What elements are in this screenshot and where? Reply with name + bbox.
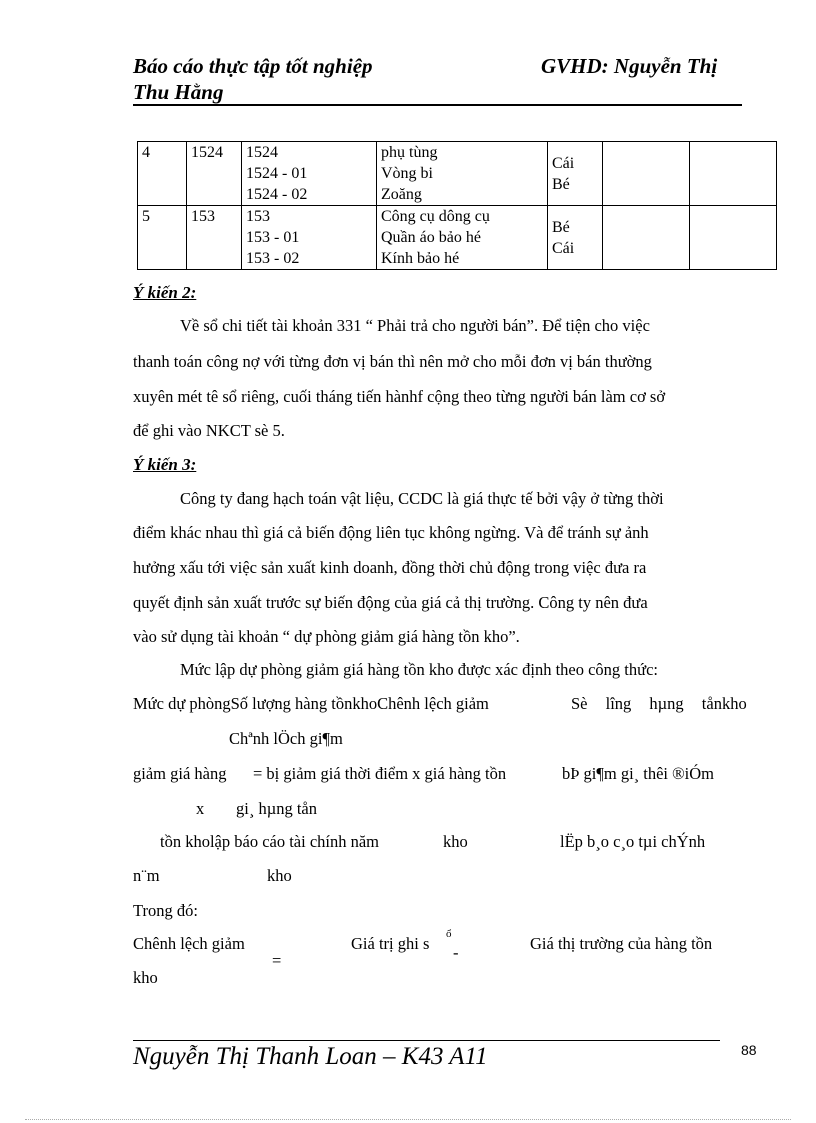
cell-empty-6 <box>603 206 690 270</box>
diff-book-value-sup: ổ <box>446 928 452 940</box>
cell-account: 1524 <box>187 142 242 206</box>
table-row <box>138 206 777 270</box>
diff-book-value: Giá trị ghi s <box>351 934 430 953</box>
cell-no: 5 <box>138 206 187 270</box>
item-name: Công cụ dông cụ <box>381 208 490 225</box>
formula-row-4-x: x <box>196 799 205 818</box>
formula-row-6-left: n¨m <box>133 866 160 885</box>
diff-minus: - <box>453 943 459 962</box>
opinion-2-line-4: để ghi vào NKCT sè 5. <box>133 421 285 440</box>
opinion-3-line-2: điểm khác nhau thì giá cả biến động liên tục không ngừng. Và để tránh sự ảnh <box>133 523 649 542</box>
table-row <box>138 142 777 206</box>
cell-units <box>548 206 603 270</box>
formula-row-6-mid: kho <box>267 866 292 885</box>
diff-label: Chênh lệch giảm <box>133 934 245 953</box>
formula-row-4-garbled: gi¸ hµng tån <box>236 799 317 818</box>
opinion-2-line-1: Về sổ chi tiết tài khoản 331 “ Phải trả cho người bán”. Để tiện cho việc <box>180 316 650 335</box>
formula-intro: Mức lập dự phòng giảm giá hàng tồn kho được xác định theo công thức: <box>180 660 658 679</box>
cell-units <box>548 142 603 206</box>
opinion-3-line-1: Công ty đang hạch toán vật liệu, CCDC là giá thực tế bởi vậy ở từng thời <box>180 489 664 508</box>
formula-row-5-right: lËp b¸o c¸o tµi chÝnh <box>560 832 706 851</box>
formula-row-3-mid: = bị giảm giá thời điểm x giá hàng tồn <box>253 764 507 783</box>
unit: Bé <box>552 175 570 193</box>
formula-row-1-right: Sè lîng hµng tånkho <box>571 694 747 713</box>
sub-account: 153 <box>246 208 270 225</box>
opinion-3-line-3: hưởng xấu tới việc sản xuất kinh doanh, đồng thời chủ động trong việc đưa ra <box>133 558 647 577</box>
sub-account: 1524 - 01 <box>246 165 308 182</box>
footer-rule <box>133 1040 720 1041</box>
cell-item-names <box>377 142 548 206</box>
formula-row-2-garbled: Chªnh lÖch gi¶m <box>229 729 343 748</box>
formula-row-3-right: bÞ gi¶m gi¸ thêi ®iÓm <box>562 764 715 783</box>
unit: Cái <box>552 239 575 257</box>
diff-equals: = <box>272 951 282 970</box>
opinion-2-line-3: xuyên mét tê sổ riêng, cuối tháng tiến hànhf cộng theo từng người bán làm cơ sở <box>133 387 666 406</box>
formula-row-5-left: tồn kholập báo cáo tài chính năm <box>160 832 380 851</box>
footer-author: Nguyễn Thị Thanh Loan – K43 A11 <box>133 1043 488 1070</box>
sub-account: 1524 <box>246 144 278 161</box>
cell-sub-accounts <box>242 142 377 206</box>
unit: Cái <box>552 154 575 172</box>
cell-account: 153 <box>187 206 242 270</box>
header-title-continued: Thu Hằng <box>133 80 224 104</box>
bottom-dotted-line <box>25 1119 791 1120</box>
opinion-2-title: Ý kiến 2: <box>133 283 197 302</box>
opinion-3-line-4: quyết định sản xuất trước sự biến động của giá cả thị trường. Công ty nên đưa <box>133 593 648 612</box>
item-name: Vòng bi <box>381 165 433 182</box>
formula-where: Trong đó: <box>133 901 198 920</box>
diff-market-value: Giá thị trường của hàng tồn <box>530 934 713 953</box>
sub-account: 153 - 01 <box>246 229 300 246</box>
cell-item-names <box>377 206 548 270</box>
unit: Bé <box>552 218 570 236</box>
item-name: Quần áo bảo hé <box>381 229 481 246</box>
item-name: Kính bảo hé <box>381 250 460 267</box>
cell-empty-6 <box>603 142 690 206</box>
diff-market-value-cont: kho <box>133 968 158 987</box>
opinion-3-line-5: vào sử dụng tài khoản “ dự phòng giảm giá hàng tồn kho”. <box>133 627 520 646</box>
header-supervisor: GVHD: Nguyễn Thị <box>541 54 718 78</box>
account-table <box>137 141 777 270</box>
header-title: Báo cáo thực tập tốt nghiệp <box>133 54 373 78</box>
opinion-2-line-2: thanh toán công nợ với từng đơn vị bán thì nên mở cho mỗi đơn vị bán thường <box>133 352 652 371</box>
item-name: phụ tùng <box>381 144 438 161</box>
cell-empty-7 <box>690 206 777 270</box>
item-name: Zoăng <box>381 186 422 203</box>
formula-row-5-mid: kho <box>443 832 468 851</box>
header-rule <box>133 104 742 106</box>
page-number: 88 <box>741 1042 757 1058</box>
sub-account: 1524 - 02 <box>246 186 308 203</box>
formula-row-3-left: giảm giá hàng <box>133 764 227 783</box>
cell-empty-7 <box>690 142 777 206</box>
cell-no: 4 <box>138 142 187 206</box>
formula-row-1-left: Mức dự phòngSố lượng hàng tồnkhoChênh lệch giảm <box>133 694 489 713</box>
cell-sub-accounts <box>242 206 377 270</box>
opinion-3-title: Ý kiến 3: <box>133 455 197 474</box>
sub-account: 153 - 02 <box>246 250 300 267</box>
